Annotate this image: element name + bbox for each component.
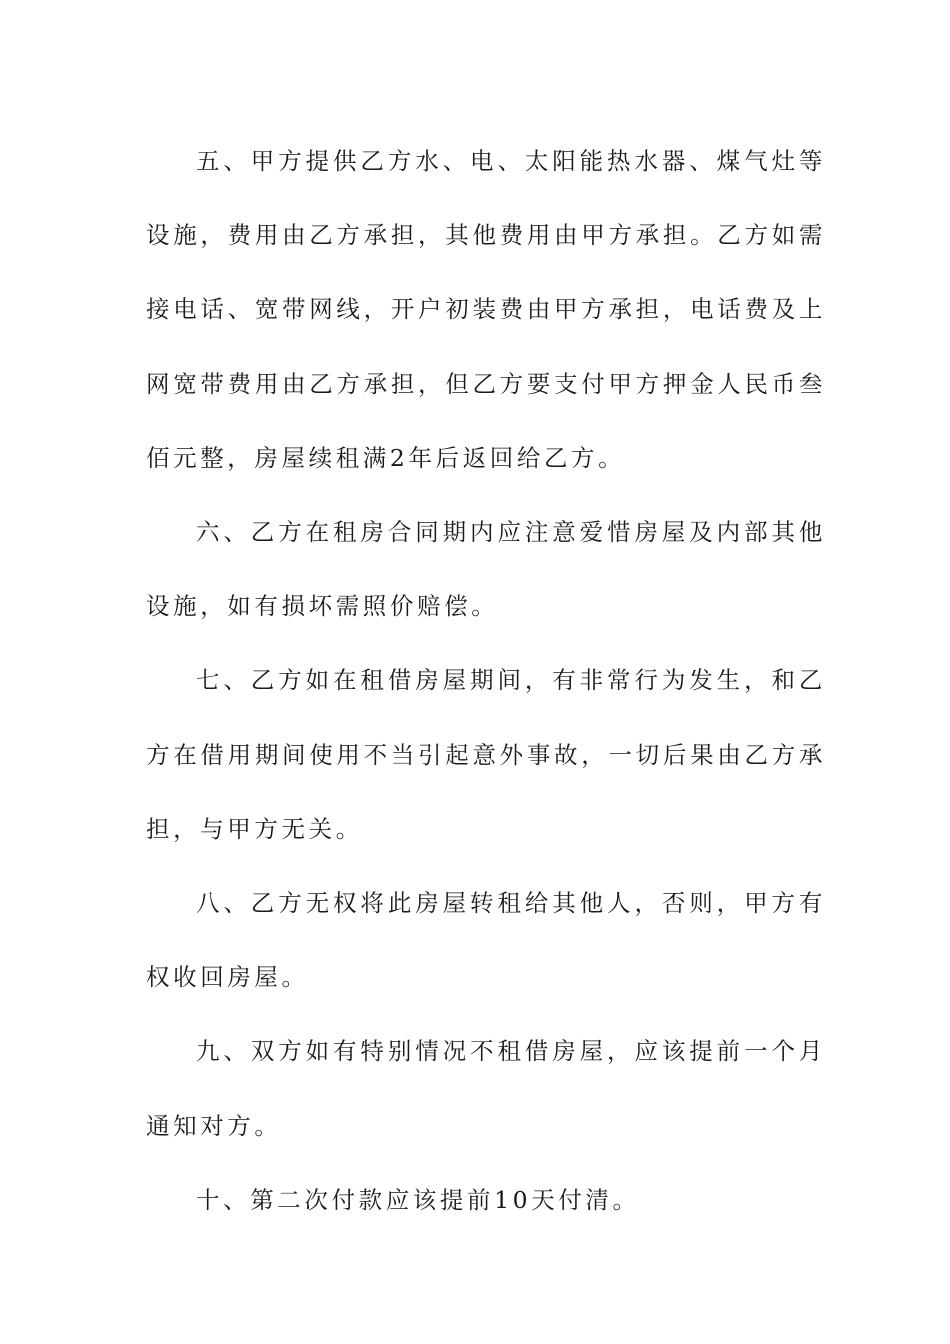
clause-7-paragraph: 七、乙方如在租借房屋期间，有非常行为发生，和乙方在借用期间使用不当引起意外事故，一切后果由乙方承担，与甲方无关。 bbox=[146, 666, 826, 843]
clause-10-paragraph: 十、第二次付款应该提前10天付清。 bbox=[196, 1185, 640, 1214]
document-body bbox=[146, 124, 826, 1237]
clause-5-paragraph: 五、甲方提供乙方水、电、太阳能热水器、煤气灶等设施，费用由乙方承担，其他费用由甲方承担。乙方如需接电话、宽带网线，开户初装费由甲方承担，电话费及上网宽带费用由乙方承担，但乙方要支付甲方押金人民币叁佰元整，房屋续租满2年后返回给乙方。 bbox=[146, 147, 826, 472]
clause-8-paragraph: 八、乙方无权将此房屋转租给其他人，否则，甲方有权收回房屋。 bbox=[146, 889, 826, 992]
clause-9-paragraph: 九、双方如有特别情况不租借房屋，应该提前一个月通知对方。 bbox=[146, 1037, 826, 1140]
clause-6-paragraph: 六、乙方在租房合同期内应注意爱惜房屋及内部其他设施，如有损坏需照价赔偿。 bbox=[146, 518, 826, 621]
